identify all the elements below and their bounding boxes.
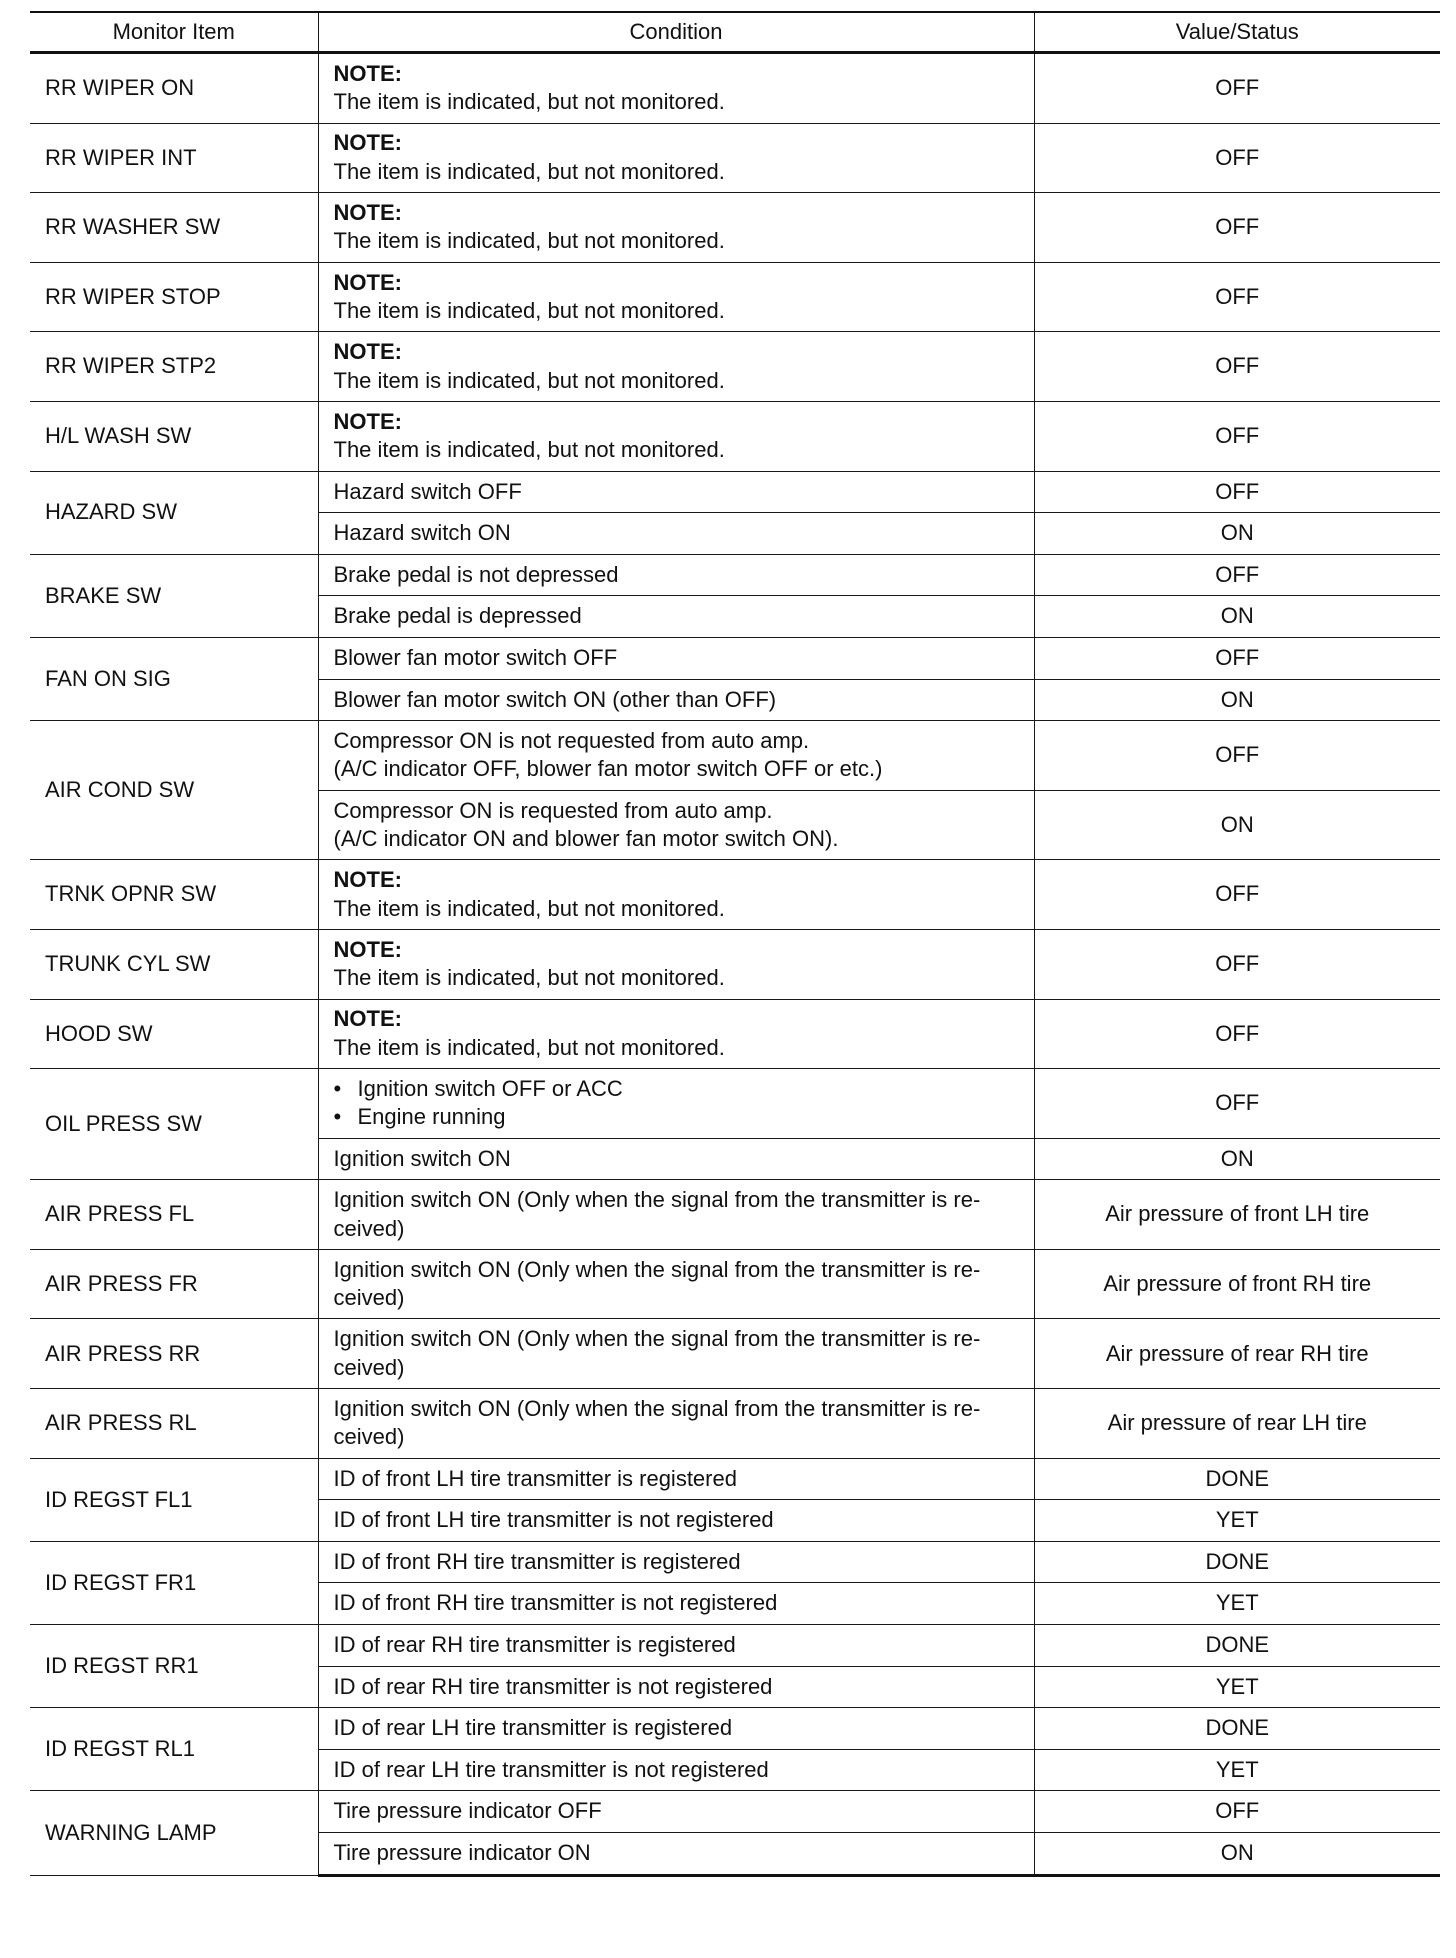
condition-cell: Tire pressure indicator ON [318,1833,1034,1876]
monitor-item-cell: FAN ON SIG [30,637,318,720]
condition-line: (A/C indicator ON and blower fan motor switch ON). [333,826,839,852]
value-status-cell: OFF [1034,860,1440,930]
table-row [30,1708,1440,1750]
table-row [30,123,1440,193]
note-heading: NOTE: [333,408,402,434]
table-row [30,860,1440,930]
monitor-item-cell: TRNK OPNR SW [30,860,318,930]
table-row [30,53,1440,124]
condition-line: ceived) [333,1215,405,1241]
condition-cell: Tire pressure indicator OFF [318,1791,1034,1833]
value-status-cell: Air pressure of front RH tire [1034,1249,1440,1319]
condition-cell [318,999,1034,1069]
table-row [30,1791,1440,1833]
value-status-cell: OFF [1034,1069,1440,1139]
note-heading: NOTE: [333,339,402,365]
condition-cell [318,53,1034,124]
monitor-item-cell: WARNING LAMP [30,1791,318,1875]
note-text: The item is indicated, but not monitored. [333,228,725,254]
table-header-row [30,12,1440,53]
monitor-item-cell: RR WIPER STP2 [30,332,318,402]
condition-cell: Hazard switch ON [318,513,1034,555]
condition-cell [318,1069,1034,1139]
value-status-cell: Air pressure of rear LH tire [1034,1389,1440,1459]
condition-cell: Hazard switch OFF [318,471,1034,513]
monitor-item-table [30,11,1440,1877]
condition-line: ceived) [333,1285,405,1311]
condition-bullet-text: Ignition switch OFF or ACC [357,1075,623,1101]
condition-line: ceived) [333,1424,405,1450]
monitor-item-cell: TRUNK CYL SW [30,929,318,999]
condition-cell: ID of front RH tire transmitter is registered [318,1541,1034,1583]
note-heading: NOTE: [333,269,402,295]
condition-cell: ID of rear LH tire transmitter is not registered [318,1749,1034,1791]
monitor-item-cell: HOOD SW [30,999,318,1069]
table-row [30,999,1440,1069]
monitor-item-cell: RR WIPER STOP [30,262,318,332]
value-status-cell: OFF [1034,929,1440,999]
condition-line: Compressor ON is not requested from auto amp. [333,727,810,753]
condition-cell [318,721,1034,791]
monitor-item-cell: ID REGST RL1 [30,1708,318,1791]
note-heading: NOTE: [333,130,402,156]
condition-cell [318,1180,1034,1250]
note-text: The item is indicated, but not monitored. [333,89,725,115]
condition-line: (A/C indicator OFF, blower fan motor switch OFF or etc.) [333,756,883,782]
condition-line: Ignition switch ON (Only when the signal from the transmitter is re- [333,1256,981,1282]
condition-cell: ID of front LH tire transmitter is not registered [318,1500,1034,1542]
value-status-cell: OFF [1034,193,1440,263]
condition-cell: Blower fan motor switch ON (other than OFF) [318,679,1034,721]
value-status-cell: OFF [1034,999,1440,1069]
condition-cell [318,790,1034,860]
table-row [30,721,1440,791]
condition-cell: ID of rear RH tire transmitter is registered [318,1625,1034,1667]
monitor-item-table-sheet [30,11,1440,1877]
value-status-cell: OFF [1034,637,1440,679]
condition-cell [318,860,1034,930]
value-status-cell: YET [1034,1666,1440,1708]
value-status-cell: DONE [1034,1458,1440,1500]
monitor-item-cell: RR WIPER ON [30,53,318,124]
table-body [30,53,1440,1876]
table-row [30,332,1440,402]
monitor-item-cell: OIL PRESS SW [30,1069,318,1180]
condition-cell [318,193,1034,263]
condition-line: Ignition switch ON (Only when the signal from the transmitter is re- [333,1326,981,1352]
condition-cell: ID of rear RH tire transmitter is not registered [318,1666,1034,1708]
value-status-cell: ON [1034,790,1440,860]
condition-cell [318,1389,1034,1459]
note-heading: NOTE: [333,867,402,893]
condition-cell: Ignition switch ON [318,1138,1034,1180]
table-row [30,1625,1440,1667]
condition-cell: ID of front RH tire transmitter is not registered [318,1583,1034,1625]
table-row [30,401,1440,471]
value-status-cell: OFF [1034,554,1440,596]
condition-cell [318,332,1034,402]
value-status-cell: OFF [1034,332,1440,402]
table-row [30,1249,1440,1319]
value-status-cell: OFF [1034,471,1440,513]
monitor-item-cell: HAZARD SW [30,471,318,554]
condition-line: Compressor ON is requested from auto amp. [333,797,773,823]
table-row [30,1319,1440,1389]
note-text: The item is indicated, but not monitored. [333,895,725,921]
header-monitor-item: Monitor Item [30,12,318,53]
note-text: The item is indicated, but not monitored. [333,158,725,184]
condition-cell [318,1249,1034,1319]
value-status-cell: YET [1034,1749,1440,1791]
table-row [30,471,1440,513]
bullet-dot-icon: • [333,1075,342,1101]
table-row [30,637,1440,679]
condition-cell: ID of rear LH tire transmitter is registered [318,1708,1034,1750]
value-status-cell: YET [1034,1500,1440,1542]
condition-bullet-text: Engine running [357,1104,506,1130]
value-status-cell: ON [1034,679,1440,721]
condition-line: Ignition switch ON (Only when the signal from the transmitter is re- [333,1187,981,1213]
monitor-item-cell: AIR PRESS FR [30,1249,318,1319]
note-text: The item is indicated, but not monitored. [333,965,725,991]
value-status-cell: Air pressure of rear RH tire [1034,1319,1440,1389]
condition-cell [318,123,1034,193]
value-status-cell: OFF [1034,53,1440,124]
condition-bullet-item [334,1075,1020,1104]
value-status-cell: DONE [1034,1708,1440,1750]
header-value-status: Value/Status [1034,12,1440,53]
monitor-item-cell: H/L WASH SW [30,401,318,471]
note-heading: NOTE: [333,1006,402,1032]
bullet-dot-icon: • [333,1104,342,1130]
monitor-item-cell: ID REGST RR1 [30,1625,318,1708]
condition-bullet-item [334,1103,1020,1132]
table-row [30,1069,1440,1139]
condition-cell [318,401,1034,471]
condition-cell: Brake pedal is not depressed [318,554,1034,596]
monitor-item-cell: AIR PRESS FL [30,1180,318,1250]
table-row [30,929,1440,999]
value-status-cell: OFF [1034,123,1440,193]
condition-cell: Brake pedal is depressed [318,596,1034,638]
table-row [30,1389,1440,1459]
value-status-cell: OFF [1034,721,1440,791]
condition-cell: ID of front LH tire transmitter is registered [318,1458,1034,1500]
monitor-item-cell: ID REGST FR1 [30,1541,318,1624]
note-text: The item is indicated, but not monitored. [333,437,725,463]
note-heading: NOTE: [333,936,402,962]
value-status-cell: ON [1034,513,1440,555]
condition-cell [318,262,1034,332]
monitor-item-cell: RR WASHER SW [30,193,318,263]
monitor-item-cell: AIR PRESS RL [30,1389,318,1459]
monitor-item-cell: AIR COND SW [30,721,318,860]
value-status-cell: OFF [1034,262,1440,332]
header-condition: Condition [318,12,1034,53]
value-status-cell: Air pressure of front LH tire [1034,1180,1440,1250]
note-text: The item is indicated, but not monitored. [333,1034,725,1060]
table-row [30,1180,1440,1250]
monitor-item-cell: RR WIPER INT [30,123,318,193]
value-status-cell: OFF [1034,401,1440,471]
condition-line: Ignition switch ON (Only when the signal from the transmitter is re- [333,1395,981,1421]
note-heading: NOTE: [333,199,402,225]
table-row [30,1458,1440,1500]
value-status-cell: ON [1034,1833,1440,1876]
value-status-cell: YET [1034,1583,1440,1625]
value-status-cell: DONE [1034,1625,1440,1667]
monitor-item-cell: BRAKE SW [30,554,318,637]
condition-cell [318,1319,1034,1389]
condition-cell: Blower fan motor switch OFF [318,637,1034,679]
table-row [30,554,1440,596]
value-status-cell: OFF [1034,1791,1440,1833]
value-status-cell: DONE [1034,1541,1440,1583]
condition-line: ceived) [333,1354,405,1380]
table-row [30,1541,1440,1583]
monitor-item-cell: ID REGST FL1 [30,1458,318,1541]
note-text: The item is indicated, but not monitored. [333,367,725,393]
value-status-cell: ON [1034,1138,1440,1180]
table-row [30,262,1440,332]
table-row [30,193,1440,263]
note-heading: NOTE: [333,60,402,86]
condition-cell [318,929,1034,999]
monitor-item-cell: AIR PRESS RR [30,1319,318,1389]
note-text: The item is indicated, but not monitored. [333,298,725,324]
value-status-cell: ON [1034,596,1440,638]
